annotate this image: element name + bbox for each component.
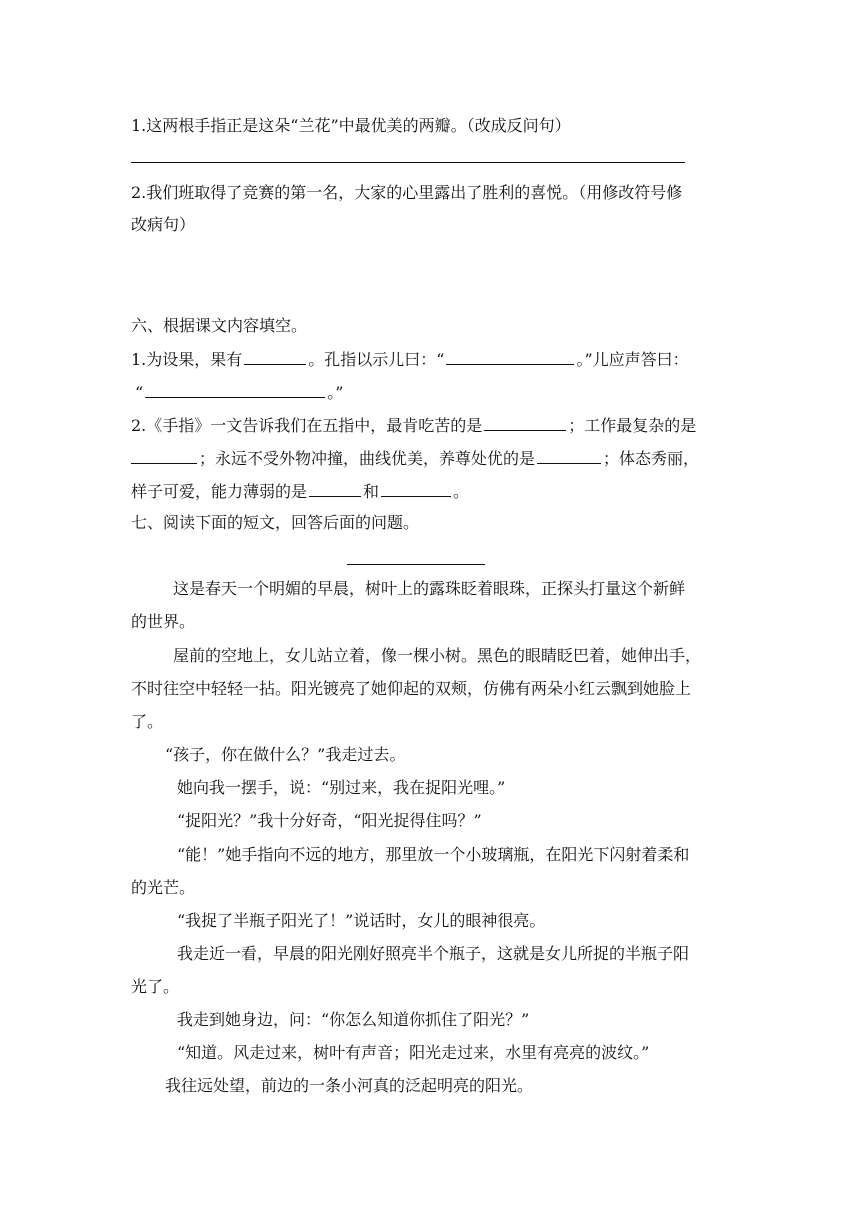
sec6-question-1-line-2: [135, 381, 735, 403]
q1-text-a: 1.为设果，果有: [131, 350, 243, 369]
para-10: “知道。风走过来，树叶有声音；阳光走过来，水里有亮亮的波纹。”: [177, 1043, 650, 1062]
sec6-question-1-line-1: [131, 348, 731, 370]
para-3: “孩子，你在做什么？”我走过去。: [165, 745, 406, 764]
para-1-line-1: 这是春天一个明媚的早晨，树叶上的露珠眨着眼珠，正探头打量这个新鲜: [173, 579, 686, 598]
para-8-line-1: 我走近一看，早晨的阳光刚好照亮半个瓶子，这就是女儿所捉的半瓶子阳: [177, 944, 690, 963]
sec5-question-2-line-1: 2.我们班取得了竞赛的第一名，大家的心里露出了胜利的喜悦。（用修改符号修: [131, 183, 683, 202]
sec6-question-2-line-3: [131, 480, 731, 502]
sec6-question-2-line-1: [131, 414, 731, 436]
para-9: 我走到她身边，问：“你怎么知道你抓住了阳光？”: [177, 1010, 530, 1029]
para-8-line-2: 光了。: [131, 977, 180, 996]
sec5-question-2-line-2: 改病句）: [131, 215, 196, 234]
para-6-line-2: 的光芒。: [131, 878, 196, 897]
blank-8[interactable]: [381, 480, 451, 497]
q1-text-b: 。孔指以示儿曰：“: [308, 350, 445, 369]
answer-line-q1[interactable]: [131, 162, 685, 163]
para-1-line-2: 的世界。: [131, 612, 196, 631]
blank-5[interactable]: [131, 447, 197, 464]
q1-text-c: 。”儿应声答曰：: [576, 350, 689, 369]
blank-2[interactable]: [446, 348, 574, 365]
sec7-heading: 七、阅读下面的短文，回答后面的问题。: [131, 513, 420, 532]
q2-text-d: ；体态秀丽，: [603, 449, 700, 468]
para-2-line-1: 屋前的空地上，女儿站立着，像一棵小树。黑色的眼睛眨巴着，她伸出手，: [173, 646, 702, 665]
q2-text-a: 2.《手指》一文告诉我们在五指中，最肯吃苦的是: [131, 416, 483, 435]
sec6-question-2-line-2: [131, 447, 731, 469]
para-4: 她向我一摆手，说：“别过来，我在捉阳光哩。”: [177, 778, 506, 797]
sec5-question-1: 1.这两根手指正是这朵“兰花”中最优美的两瓣。（改成反问句）: [131, 116, 571, 135]
para-11: 我往远处望，前边的一条小河真的泛起明亮的阳光。: [165, 1076, 534, 1095]
q1-text-e: 。”: [327, 383, 344, 402]
title-blank[interactable]: [347, 564, 485, 565]
blank-6[interactable]: [537, 447, 601, 464]
blank-3[interactable]: [145, 381, 325, 398]
para-6-line-1: “能！”她手指向不远的地方，那里放一个小玻璃瓶，在阳光下闪射着柔和: [177, 845, 690, 864]
para-2-line-2: 不时往空中轻轻一拈。阳光镀亮了她仰起的双颊，仿佛有两朵小红云飘到她脸上: [131, 679, 692, 698]
q2-text-f: 和: [363, 482, 380, 501]
q2-text-e: 样子可爱，能力薄弱的是: [131, 482, 308, 501]
para-5: “捉阳光？”我十分好奇，“阳光捉得住吗？”: [177, 811, 482, 830]
para-7: “我捉了半瓶子阳光了！”说话时，女儿的眼神很亮。: [177, 911, 546, 930]
q2-text-b: ；工作最复杂的是: [568, 416, 697, 435]
blank-1[interactable]: [244, 348, 306, 365]
blank-4[interactable]: [484, 414, 566, 431]
blank-7[interactable]: [309, 480, 361, 497]
q2-text-g: 。: [453, 482, 470, 501]
q1-text-d: “: [135, 383, 144, 402]
sec6-heading: 六、根据课文内容填空。: [131, 316, 308, 335]
q2-text-c: ；永远不受外物冲撞，曲线优美，养尊处优的是: [199, 449, 536, 468]
para-2-line-3: 了。: [131, 712, 164, 731]
